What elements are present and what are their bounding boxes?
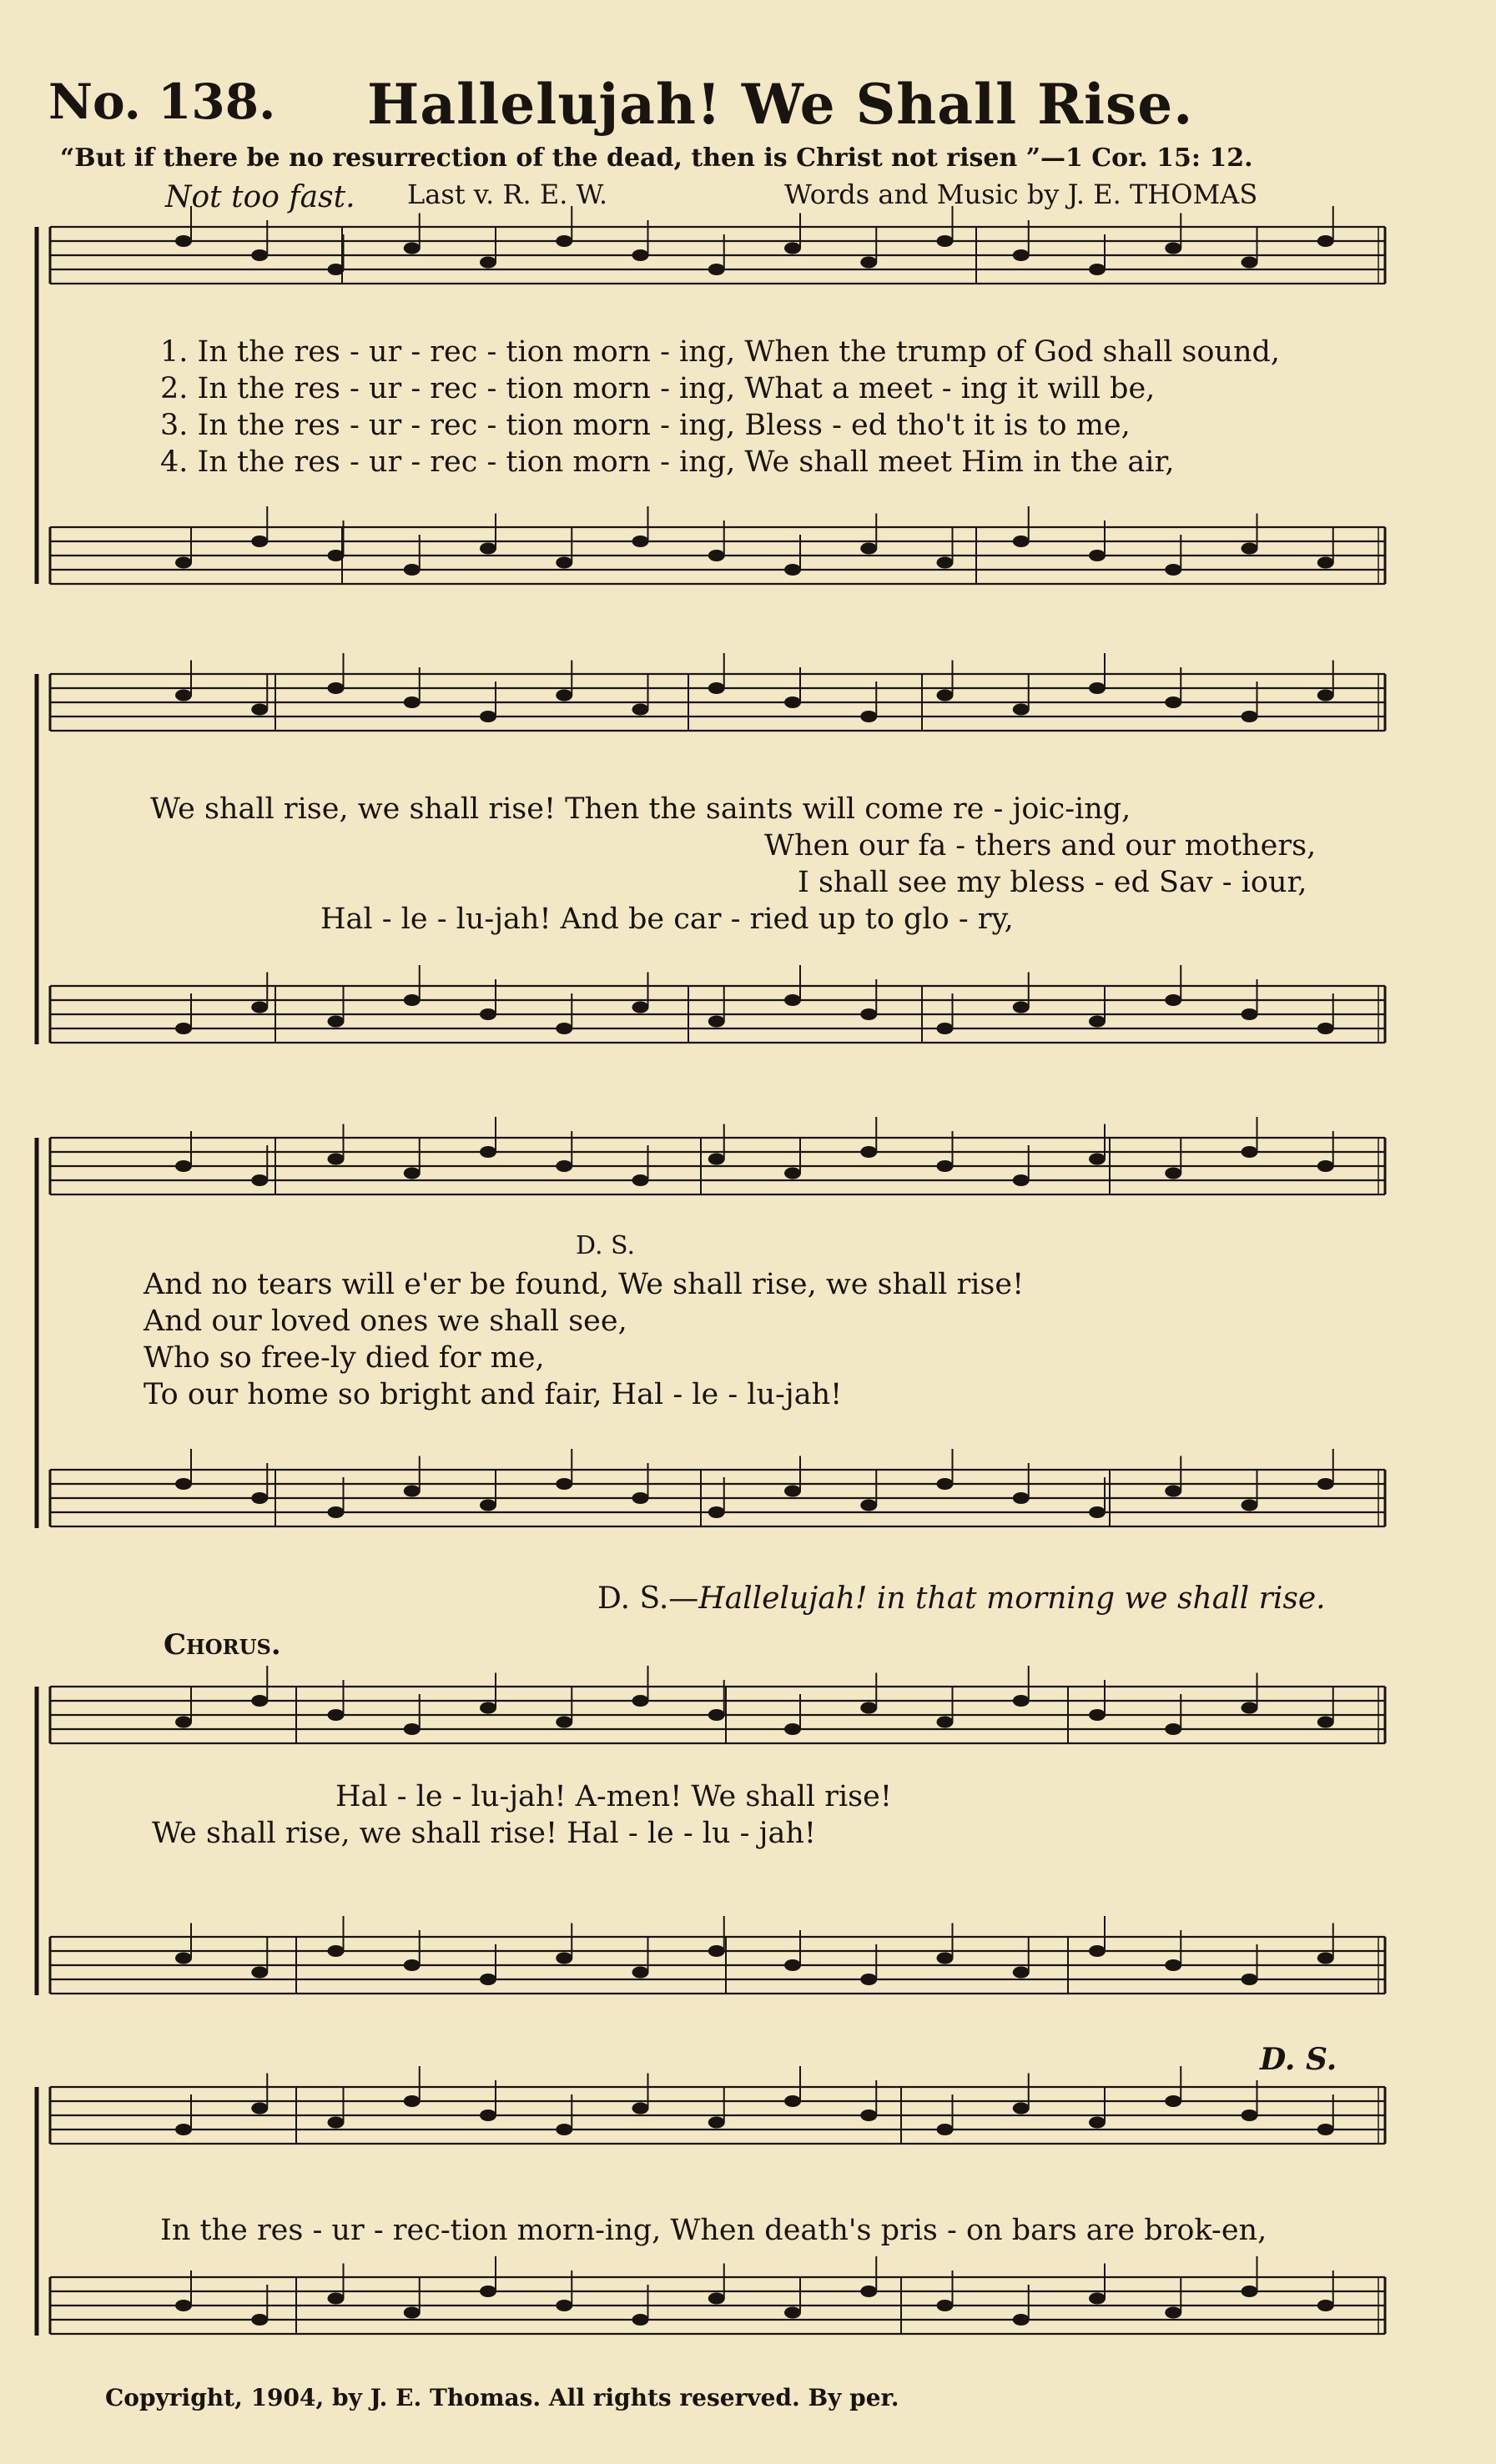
chorus-lyric-2: We shall rise, we shall rise! Hal - le - lu - jah! bbox=[152, 1817, 816, 1850]
chorus-lyric-1: Hal - le - lu-jah! A-men! We shall rise! bbox=[335, 1780, 892, 1813]
system2-lyric-1: We shall rise, we shall rise! Then the saints will come re - joic-ing, bbox=[150, 792, 1131, 826]
scripture-quote: “But if there be no resurrection of the dead, then is Christ not risen ”—1 Cor. 15: 12. bbox=[60, 143, 1253, 173]
hymn-title: Hallelujah! We Shall Rise. bbox=[367, 72, 1194, 137]
verse-2-line: 2. In the res - ur - rec - tion morn - ing, What a meet - ing it will be, bbox=[160, 372, 1156, 405]
ds-marker: D. S. bbox=[576, 1231, 636, 1260]
system3-lyric-2: And our loved ones we shall see, bbox=[144, 1305, 627, 1338]
verse-4-line: 4. In the res - ur - rec - tion morn - ing, We shall meet Him in the air, bbox=[160, 445, 1175, 479]
ds-instruction bbox=[597, 1581, 1326, 1616]
chorus-label: Chorus. bbox=[164, 1628, 281, 1662]
tempo-marking: Not too fast. bbox=[165, 180, 355, 214]
composer-credit: Words and Music by J. E. THOMAS bbox=[784, 179, 1258, 210]
system2-lyric-3: I shall see my bless - ed Sav - iour, bbox=[798, 866, 1307, 899]
hymn-number: No. 138. bbox=[48, 73, 276, 130]
ds-instruction-text: Hallelujah! in that morning we shall rise. bbox=[698, 1581, 1326, 1616]
system5-lyric-1: In the res - ur - rec-tion morn-ing, When death's pris - on bars are brok-en, bbox=[160, 2214, 1267, 2247]
copyright-notice: Copyright, 1904, by J. E. Thomas. All rights reserved. By per. bbox=[105, 2384, 899, 2411]
ds-instruction-prefix: D. S.— bbox=[597, 1581, 699, 1616]
last-verse-credit: Last v. R. E. W. bbox=[407, 179, 608, 210]
ds-end-marker: D. S. bbox=[1260, 2042, 1337, 2077]
system3-lyric-1: And no tears will e'er be found, We shall rise, we shall rise! bbox=[144, 1268, 1025, 1301]
system2-lyric-2: When our fa - thers and our mothers, bbox=[764, 829, 1317, 862]
system2-lyric-4: Hal - le - lu-jah! And be car - ried up to glo - ry, bbox=[320, 903, 1014, 936]
verse-1-line: 1. In the res - ur - rec - tion morn - ing, When the trump of God shall sound, bbox=[160, 335, 1281, 369]
verse-3-line: 3. In the res - ur - rec - tion morn - ing, Bless - ed tho't it is to me, bbox=[160, 409, 1131, 442]
system3-lyric-3: Who so free-ly died for me, bbox=[144, 1341, 545, 1375]
system3-lyric-4: To our home so bright and fair, Hal - le - lu-jah! bbox=[144, 1378, 843, 1411]
